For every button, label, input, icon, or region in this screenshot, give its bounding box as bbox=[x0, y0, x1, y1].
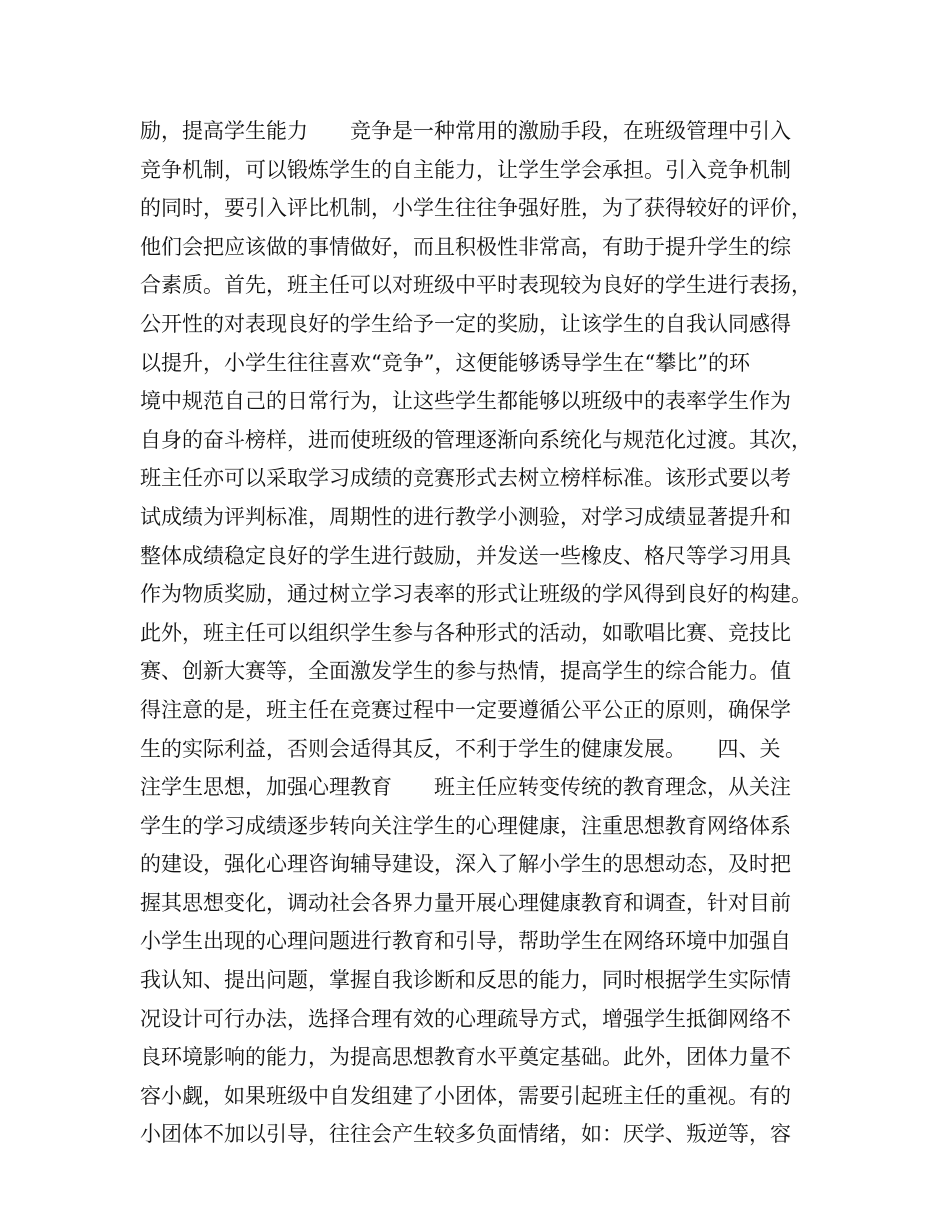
text-line: 我认知、提出问题，掌握自我诊断和反思的能力，同时根据学生实际情 bbox=[140, 968, 791, 993]
text-line: 注学生思想，加强心理教育 班主任应转变传统的教育理念，从关注 bbox=[140, 775, 791, 800]
text-line: 良环境影响的能力，为提高思想教育水平奠定基础。此外，团体力量不 bbox=[140, 1045, 791, 1070]
text-line: 此外，班主任可以组织学生参与各种形式的活动，如歌唱比赛、竞技比 bbox=[140, 620, 791, 645]
text-line: 整体成绩稳定良好的学生进行鼓励，并发送一些橡皮、格尺等学习用具 bbox=[140, 543, 791, 568]
text-line: 以提升，小学生往往喜欢“竞争”，这便能够诱导学生在“攀比”的环 bbox=[140, 350, 750, 375]
text-line: 试成绩为评判标准，周期性的进行教学小测验，对学习成绩显著提升和 bbox=[140, 504, 791, 529]
text-line: 得注意的是，班主任在竞赛过程中一定要遵循公平公正的原则，确保学 bbox=[140, 697, 791, 722]
text-line: 自身的奋斗榜样，进而使班级的管理逐渐向系统化与规范化过渡。其次， bbox=[140, 427, 812, 452]
text-line: 竞争机制，可以锻炼学生的自主能力，让学生学会承担。引入竞争机制 bbox=[140, 157, 791, 182]
text-line: 他们会把应该做的事情做好，而且积极性非常高，有助于提升学生的综 bbox=[140, 234, 791, 259]
text-line: 小学生出现的心理问题进行教育和引导，帮助学生在网络环境中加强自 bbox=[140, 929, 791, 954]
text-line: 容小觑，如果班级中自发组建了小团体，需要引起班主任的重视。有的 bbox=[140, 1083, 791, 1108]
text-line: 况设计可行办法，选择合理有效的心理疏导方式，增强学生抵御网络不 bbox=[140, 1006, 791, 1031]
text-line: 公开性的对表现良好的学生给予一定的奖励，让该学生的自我认同感得 bbox=[140, 311, 791, 336]
text-line: 班主任亦可以采取学习成绩的竞赛形式去树立榜样标准。该形式要以考 bbox=[140, 466, 791, 491]
text-line: 小团体不加以引导，往往会产生较多负面情绪，如：厌学、叛逆等，容 bbox=[140, 1122, 791, 1147]
text-line: 的同时，要引入评比机制，小学生往往争强好胜，为了获得较好的评价， bbox=[140, 196, 812, 221]
text-line: 合素质。首先，班主任可以对班级中平时表现较为良好的学生进行表扬， bbox=[140, 273, 812, 298]
text-line: 学生的学习成绩逐步转向关注学生的心理健康，注重思想教育网络体系 bbox=[140, 813, 791, 838]
text-line: 励，提高学生能力 竞争是一种常用的激励手段，在班级管理中引入 bbox=[140, 119, 791, 143]
text-line: 赛、创新大赛等，全面激发学生的参与热情，提高学生的综合能力。值 bbox=[140, 659, 791, 684]
text-line: 境中规范自己的日常行为，让这些学生都能够以班级中的表率学生作为 bbox=[140, 389, 791, 414]
text-line: 生的实际利益，否则会适得其反，不利于学生的健康发展。 四、关 bbox=[140, 736, 781, 761]
text-line: 作为物质奖励，通过树立学习表率的形式让班级的学风得到良好的构建。 bbox=[140, 582, 812, 607]
text-line: 握其思想变化，调动社会各界力量开展心理健康教育和调查，针对目前 bbox=[140, 890, 791, 915]
body-text bbox=[140, 112, 830, 1154]
text-line: 的建设，强化心理咨询辅导建设，深入了解小学生的思想动态，及时把 bbox=[140, 852, 791, 877]
